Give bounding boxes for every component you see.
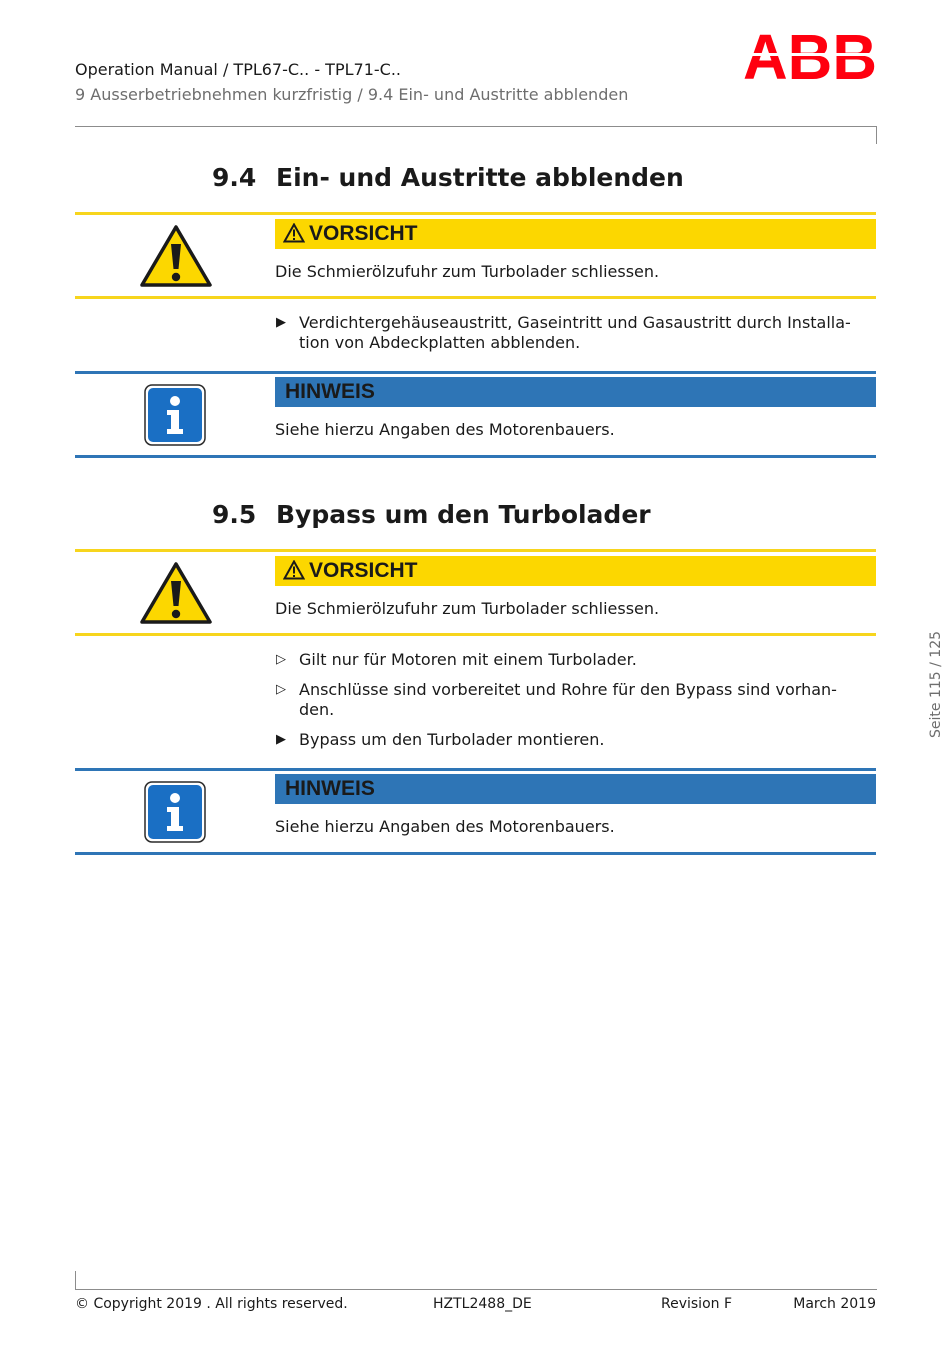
note-bottom-rule xyxy=(75,455,876,458)
action-step xyxy=(276,730,876,750)
caution-top-rule xyxy=(75,212,876,215)
footer-copyright: © Copyright 2019 . All rights reserved. xyxy=(75,1296,348,1312)
step-text-line: Gilt nur für Motoren mit einem Turbolader. xyxy=(299,650,637,669)
note-top-rule xyxy=(75,371,876,374)
caution-signal-bar xyxy=(275,556,876,586)
note-signal-word: HINWEIS xyxy=(285,777,375,800)
step-text-line: den. xyxy=(299,700,335,719)
caution-top-rule xyxy=(75,549,876,552)
note-signal-word: HINWEIS xyxy=(285,380,375,403)
warning-triangle-icon xyxy=(140,561,212,625)
header-rule xyxy=(75,126,877,127)
section-number: 9.4 xyxy=(212,163,257,192)
precondition-step xyxy=(276,650,876,670)
footer-doc-id: HZTL2488_DE xyxy=(433,1296,532,1312)
warning-triangle-icon xyxy=(140,224,212,288)
caution-signal-word: VORSICHT xyxy=(309,222,418,245)
precondition-arrow-icon: ▷ xyxy=(276,652,286,667)
step-text-line: Bypass um den Turbolader montieren. xyxy=(299,730,605,749)
info-icon xyxy=(144,384,206,446)
footer-date: March 2019 xyxy=(793,1296,876,1312)
section-heading-9-4 xyxy=(212,163,684,192)
step-arrow-icon: ▶ xyxy=(276,315,286,330)
note-bottom-rule xyxy=(75,852,876,855)
note-signal-bar xyxy=(275,377,876,407)
step-text-line: Verdichtergehäuseaustritt, Gaseintritt und Gasaustritt durch Installa- xyxy=(299,313,851,332)
caution-signal-word: VORSICHT xyxy=(309,559,418,582)
abb-logo-icon xyxy=(742,28,878,82)
step-text-line: Anschlüsse sind vorbereitet und Rohre für den Bypass sind vorhan- xyxy=(299,680,837,699)
page-indicator: Seite 115 / 125 xyxy=(928,630,944,738)
document-title: Operation Manual / TPL67-C.. - TPL71-C.. xyxy=(75,60,401,79)
caution-bottom-rule xyxy=(75,296,876,299)
step-text-line: tion von Abdeckplatten abblenden. xyxy=(299,333,581,352)
caution-signal-bar xyxy=(275,219,876,249)
note-top-rule xyxy=(75,768,876,771)
caution-message: Die Schmierölzufuhr zum Turbolader schliessen. xyxy=(275,262,660,281)
precondition-arrow-icon: ▷ xyxy=(276,682,286,697)
note-message: Siehe hierzu Angaben des Motorenbauers. xyxy=(275,420,615,439)
precondition-step xyxy=(276,680,876,720)
caution-message: Die Schmierölzufuhr zum Turbolader schliessen. xyxy=(275,599,660,618)
footer-revision: Revision F xyxy=(661,1296,733,1312)
section-heading-9-5 xyxy=(212,500,651,529)
section-number: 9.5 xyxy=(212,500,257,529)
warning-small-icon xyxy=(283,223,305,243)
breadcrumb: 9 Ausserbetriebnehmen kurzfristig / 9.4 Ein- und Austritte abblenden xyxy=(75,85,629,104)
header-rule-tick xyxy=(876,126,877,144)
footer-rule xyxy=(75,1289,877,1290)
section-title: Bypass um den Turbolader xyxy=(276,500,651,529)
section-title: Ein- und Austritte abblenden xyxy=(276,163,684,192)
note-signal-bar xyxy=(275,774,876,804)
caution-bottom-rule xyxy=(75,633,876,636)
info-icon xyxy=(144,781,206,843)
action-step xyxy=(276,313,876,353)
step-arrow-icon: ▶ xyxy=(276,732,286,747)
note-message: Siehe hierzu Angaben des Motorenbauers. xyxy=(275,817,615,836)
footer-rule-tick xyxy=(75,1271,76,1289)
warning-small-icon xyxy=(283,560,305,580)
